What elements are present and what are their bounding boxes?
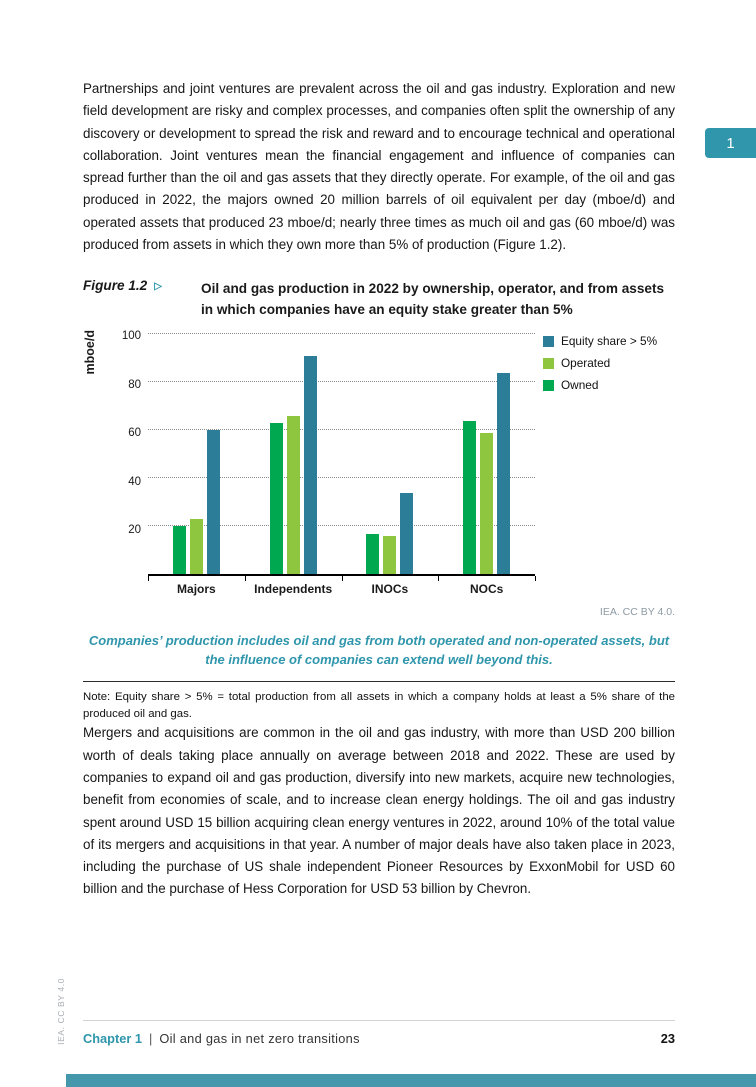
bar-inocs-operated — [383, 536, 396, 574]
x-axis-tick — [535, 576, 536, 581]
bar-group-majors — [148, 334, 245, 574]
y-tick-label-20: 20 — [128, 523, 141, 536]
x-axis-tick — [245, 576, 246, 581]
x-category-label-majors: Majors — [177, 582, 216, 597]
legend-item-operated — [543, 356, 703, 370]
y-tick-label-40: 40 — [128, 475, 141, 488]
footer-chapter-title: Oil and gas in net zero transitions — [159, 1031, 360, 1046]
chart-y-axis — [101, 330, 141, 576]
bar-independents-owned — [270, 423, 283, 574]
page-footer — [83, 1020, 675, 1046]
footer-chapter-label: Chapter 1 — [83, 1031, 143, 1046]
bar-majors-equity-share-5 — [207, 430, 220, 574]
bar-nocs-operated — [480, 433, 493, 575]
page-number: 23 — [660, 1031, 675, 1046]
y-tick-label-60: 60 — [128, 427, 141, 440]
x-axis-tick — [342, 576, 343, 581]
y-tick-label-100: 100 — [121, 330, 141, 343]
chart-y-axis-label: mboe/d — [83, 330, 97, 375]
paragraph-mergers: Mergers and acquisitions are common in the oil and gas industry, with more than USD 200 billion worth of deals taking place annually on average between 2018 and 2022. These are used by companies to expand oil and gas production, diversify into new markets, acquire new technologies, benefit from economies of scale, and to increase clean energy holdings. The oil and gas industry spent around USD 15 billion acquiring clean energy ventures in 2022, around 10% of the total value of its mergers and acquisitions in that year. A number of major deals have also taken place in 2023, including the purchase of US shale independent Pioneer Resources by ExxonMobil for USD 60 billion and the purchase of Hess Corporation for USD 53 billion by Chevron. — [83, 725, 675, 897]
footer-separator: | — [149, 1031, 153, 1046]
figure-heading — [83, 278, 675, 320]
chart-plot — [148, 334, 535, 576]
bar-nocs-owned — [463, 421, 476, 575]
legend-label-owned: Owned — [561, 378, 599, 393]
bar-majors-owned — [173, 526, 186, 574]
figure-label — [83, 278, 201, 320]
bar-nocs-equity-share-5 — [497, 373, 510, 575]
paragraph-partnerships: Partnerships and joint ventures are prevalent across the oil and gas industry. Exploration and new field development are risky and complex processes, and companies often split the ownership of any discovery or development to spread the risk and reward and to encourage technical and operational collaboration. Joint ventures mean the financial engagement and influence of companies can spread further than the oil and gas assets that they directly operate. For example, of the oil and gas produced in 2022, the majors owned 20 million barrels of oil equivalent per day (mboe/d) and operated assets that produced 23 mboe/d; nearly three times as much oil and gas (60 mboe/d) was produced from assets in which they own more than 5% of production (Figure 1.2). — [83, 81, 675, 253]
figure-title: Oil and gas production in 2022 by ownership, operator, and from assets in which companies have an equity stake greater than 5% — [201, 281, 665, 318]
legend-swatch-owned — [543, 380, 554, 391]
figure-number: Figure 1.2 — [83, 278, 148, 294]
x-axis-tick — [438, 576, 439, 581]
legend-item-equity-share-5 — [543, 334, 703, 348]
bar-majors-operated — [190, 519, 203, 574]
y-tick-label-80: 80 — [128, 378, 141, 391]
x-category-label-independents: Independents — [254, 582, 333, 597]
chart-credit: IEA. CC BY 4.0. — [599, 606, 675, 619]
bar-inocs-equity-share-5 — [400, 493, 413, 575]
bar-group-nocs — [438, 334, 535, 574]
figure-marker-icon: ▷ — [154, 281, 162, 293]
figure-caption: Companies’ production includes oil and gas from both operated and non-operated assets, but the influence of companies can extend well beyond this. — [88, 633, 670, 668]
x-category-label-inocs: INOCs — [371, 582, 409, 597]
figure-chart — [83, 330, 675, 619]
chapter-tab-number: 1 — [726, 134, 735, 152]
footer-chapter-info — [83, 1031, 360, 1046]
bar-group-independents — [245, 334, 342, 574]
legend-swatch-equity-share-5 — [543, 336, 554, 347]
x-axis-tick — [148, 576, 149, 581]
legend-label-equity-share-5: Equity share > 5% — [561, 334, 658, 349]
figure-note: Note: Equity share > 5% = total production from all assets in which a company holds at least a 5% share of the produced oil and gas. — [83, 681, 675, 722]
bar-independents-operated — [287, 416, 300, 574]
bar-group-inocs — [342, 334, 439, 574]
bar-inocs-owned — [366, 534, 379, 575]
legend-label-operated: Operated — [561, 356, 611, 371]
chart-area — [83, 330, 675, 576]
bar-independents-equity-share-5 — [304, 356, 317, 574]
chapter-side-tab — [705, 128, 756, 158]
bottom-accent-bar — [66, 1074, 756, 1087]
chart-legend — [543, 334, 703, 400]
x-category-label-nocs: NOCs — [469, 582, 504, 597]
legend-swatch-operated — [543, 358, 554, 369]
side-license-credit: IEA. CC BY 4.0 — [56, 978, 66, 1045]
legend-item-owned — [543, 378, 703, 392]
page-content — [83, 78, 675, 901]
